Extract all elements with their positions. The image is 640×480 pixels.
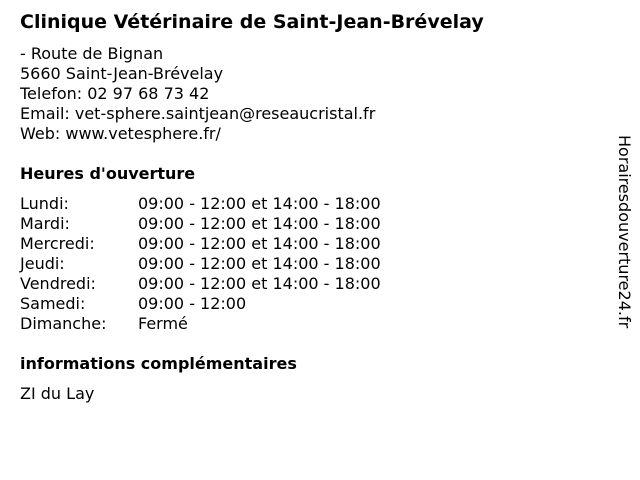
phone-number: Telefon: 02 97 68 73 42 <box>20 84 210 103</box>
opening-hours-heading: Heures d'ouverture <box>20 164 196 183</box>
day-label: Mercredi: <box>20 234 95 253</box>
day-label: Dimanche: <box>20 314 107 333</box>
additional-info-text: ZI du Lay <box>20 384 95 403</box>
address-block <box>20 44 375 144</box>
email-address: Email: vet-sphere.saintjean@reseaucristal.fr <box>20 104 376 123</box>
page-title: Clinique Vétérinaire de Saint-Jean-Brévelay <box>20 11 484 33</box>
time-range: 09:00 - 12:00 et 14:00 - 18:00 <box>138 254 381 273</box>
time-range: 09:00 - 12:00 et 14:00 - 18:00 <box>138 274 381 293</box>
day-label: Jeudi: <box>20 254 65 273</box>
day-label: Mardi: <box>20 214 70 233</box>
address-street: - Route de Bignan <box>20 44 164 63</box>
day-label: Samedi: <box>20 294 86 313</box>
time-range: 09:00 - 12:00 et 14:00 - 18:00 <box>138 234 381 253</box>
day-label: Vendredi: <box>20 274 96 293</box>
day-label: Lundi: <box>20 194 69 213</box>
additional-info-heading: informations complémentaires <box>20 354 297 373</box>
time-range: Fermé <box>138 314 188 333</box>
time-range: 09:00 - 12:00 et 14:00 - 18:00 <box>138 214 381 233</box>
time-range: 09:00 - 12:00 <box>138 294 247 313</box>
address-city: 5660 Saint-Jean-Brévelay <box>20 64 224 83</box>
time-range: 09:00 - 12:00 et 14:00 - 18:00 <box>138 194 381 213</box>
site-watermark: Horairesdouverture24.fr <box>615 135 634 329</box>
website-url: Web: www.vetesphere.fr/ <box>20 124 221 143</box>
